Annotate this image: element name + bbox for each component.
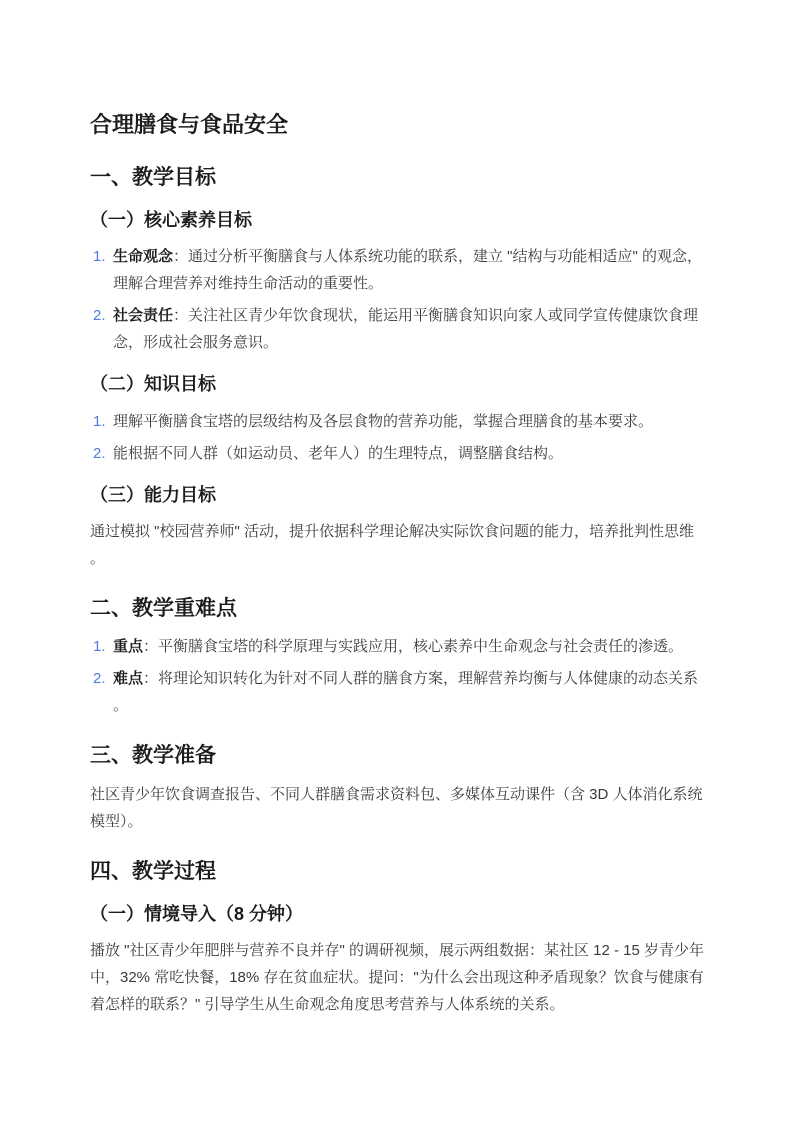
list-item-content (113, 243, 704, 297)
list-text: ：关注社区青少年饮食现状，能运用平衡膳食知识向家人或同学宣传健康饮食理 (173, 307, 699, 325)
list-item-content (113, 665, 704, 719)
subsection-heading-knowledge-goals: （二）知识目标 (90, 374, 216, 395)
subsection-heading-ability-goals: （三）能力目标 (90, 484, 216, 505)
text-line (113, 665, 704, 692)
list-text: ：平衡膳食宝塔的科学原理与实践应用，核心素养中生命观念与社会责任的渗透。 (143, 638, 684, 656)
text-line: 理解平衡膳食宝塔的层级结构及各层食物的营养功能，掌握合理膳食的基本要求。 (113, 412, 654, 430)
list-marker: 1. (93, 412, 106, 430)
text-line: 着怎样的联系？" 引导学生从生命观念角度思考营养与人体系统的关系。 (90, 996, 565, 1014)
list-item (90, 243, 704, 297)
teaching-preparation-paragraph (90, 781, 704, 835)
text-line: 。 (90, 549, 106, 567)
subsection-heading-situation-intro: （一）情境导入（8 分钟） (90, 903, 304, 924)
list-marker: 2. (93, 670, 106, 688)
list-term: 生命观念 (113, 248, 174, 266)
list-item-content (113, 633, 704, 660)
list-item-content (113, 302, 704, 356)
section-heading-teaching-goals: 一、教学目标 (90, 165, 216, 189)
section-heading-teaching-preparation: 三、教学准备 (90, 744, 216, 768)
text-line: 理解合理营养对维持生命活动的重要性。 (113, 275, 384, 293)
list-item-content (113, 440, 704, 467)
text-line (113, 633, 704, 660)
text-line (113, 243, 704, 270)
list-marker: 1. (93, 248, 106, 266)
text-line: 播放 "社区青少年肥胖与营养不良并存" 的调研视频，展示两组数据：某社区 12 - 15 岁青少年 (90, 942, 705, 960)
text-line: 能根据不同人群（如运动员、老年人）的生理特点，调整膳食结构。 (113, 444, 564, 462)
list-item (90, 665, 704, 719)
list-item (90, 302, 704, 356)
section-heading-teaching-process: 四、教学过程 (90, 859, 216, 883)
list-marker: 2. (93, 444, 106, 462)
list-term: 社会责任 (113, 307, 174, 325)
text-line: 念，形成社会服务意识。 (113, 334, 279, 352)
list-item (90, 633, 704, 660)
section-heading-key-difficulties: 二、教学重难点 (90, 596, 237, 620)
doc-title: 合理膳食与食品安全 (90, 112, 289, 137)
list-term: 难点 (113, 670, 144, 688)
list-item-content (113, 408, 704, 435)
situation-intro-paragraph (90, 937, 704, 1018)
subsection-heading-core-literacy: （一）核心素养目标 (90, 210, 252, 231)
core-literacy-list (90, 243, 704, 356)
text-line: 模型）。 (90, 812, 143, 830)
list-item (90, 440, 704, 467)
list-item (90, 408, 704, 435)
list-term: 重点 (113, 638, 144, 656)
text-line: 中，32% 常吃快餐，18% 存在贫血症状。提问："为什么会出现这种矛盾现象？饮食与健康有 (90, 969, 704, 987)
text-line: 通过模拟 "校园营养师" 活动，提升依据科学理论解决实际饮食问题的能力，培养批判性思维 (90, 522, 694, 540)
list-text: ：通过分析平衡膳食与人体系统功能的联系，建立 "结构与功能相适应" 的观念， (173, 248, 703, 266)
knowledge-goals-list (90, 408, 704, 467)
key-difficulties-list (90, 633, 704, 719)
text-line: 社区青少年饮食调查报告、不同人群膳食需求资料包、多媒体互动课件（含 3D 人体消化系统 (90, 785, 703, 803)
ability-goals-paragraph (90, 518, 704, 572)
text-line (113, 302, 704, 329)
list-marker: 2. (93, 307, 106, 325)
list-marker: 1. (93, 638, 106, 656)
list-text: ：将理论知识转化为针对不同人群的膳食方案，理解营养均衡与人体健康的动态关系 (143, 670, 699, 688)
text-line: 。 (113, 697, 129, 715)
